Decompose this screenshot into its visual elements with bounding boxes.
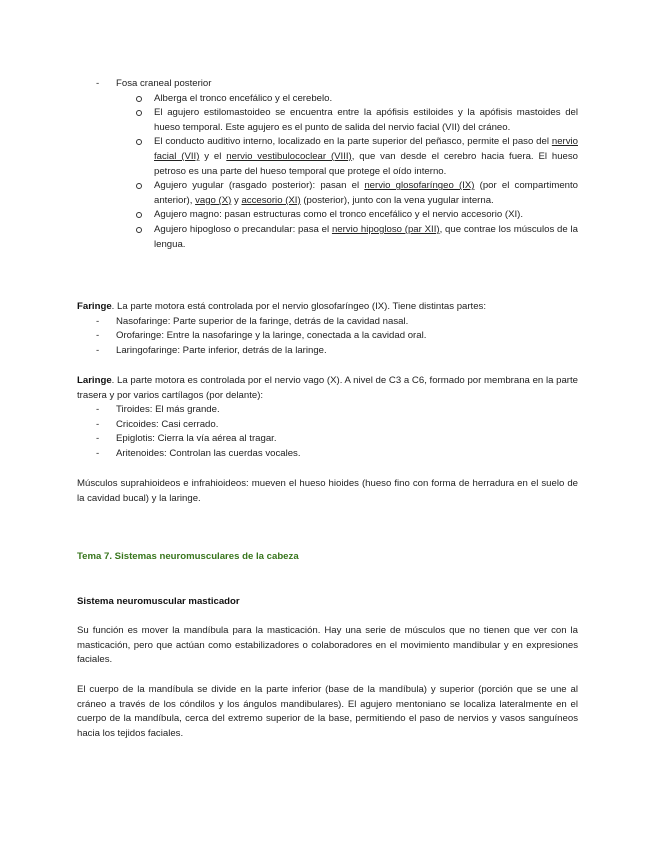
link-accesorio: accesorio (XI) bbox=[241, 194, 301, 206]
faringe-item: - Orofaringe: Entre la nasofaringe y la laringe, conectada a la cavidad oral. bbox=[77, 329, 578, 344]
faringe-item: - Nasofaringe: Parte superior de la faringe, detrás de la cavidad nasal. bbox=[77, 315, 578, 330]
link-vago: vago (X) bbox=[195, 194, 232, 206]
tema-section bbox=[77, 550, 578, 565]
laringe-term: Laringe bbox=[77, 375, 112, 386]
laringe-item: - Epiglotis: Cierra la vía aérea al tragar. bbox=[77, 432, 578, 447]
fosa-title: Fosa craneal posterior bbox=[116, 78, 212, 89]
laringe-item: - Tiroides: El más grande. bbox=[77, 403, 578, 418]
fosa-list-item bbox=[77, 77, 578, 252]
cuerpo-paragraph: El cuerpo de la mandíbula se divide en la parte inferior (base de la mandíbula) y superior (porción que se une al cráneo a través de los cóndilos y los ángulos mandibulares). El agujero mentoniano se localiza lateralmente en el cuerpo de la mandíbula, cerca del extremo superior de la base, permitiendo el paso de nervios y vasos sanguíneos hacia los tejidos faciales. bbox=[77, 684, 578, 739]
laringe-intro: Laringe. La parte motora es controlada por el nervio vago (X). A nivel de C3 a C6, formado por membrana en la parte trasera y por varios cartílagos (por delante): bbox=[77, 375, 578, 401]
fosa-subitem: Agujero yugular (rasgado posterior): pasan el nervio glosofaríngeo (IX) (por el compartimento anterior), vago (X) y accesorio (XI) (posterior), junto con la vena yugular interna. bbox=[77, 179, 578, 208]
funcion-section bbox=[77, 624, 578, 668]
laringe-section bbox=[77, 374, 578, 462]
link-nervio-vestibulococlear: nervio vestibulococlear (VIII) bbox=[226, 150, 352, 162]
laringe-item: - Aritenoides: Controlan las cuerdas vocales. bbox=[77, 447, 578, 462]
fosa-subitem: El agujero estilomastoideo se encuentra entre la apófisis estiloides y la apófisis mastoides del hueso temporal. Este agujero es el punto de salida del nervio facial (VII) del cráneo. bbox=[77, 106, 578, 135]
cuerpo-section bbox=[77, 683, 578, 741]
link-nervio-glosofaringeo: nervio glosofaríngeo (IX) bbox=[364, 180, 475, 192]
fosa-subitem: Agujero magno: pasan estructuras como el tronco encefálico y el nervio accesorio (XI). bbox=[77, 208, 578, 223]
fosa-subitem: Agujero hipogloso o precandular: pasa el nervio hipogloso (par XII), que contrae los músculos de la lengua. bbox=[77, 223, 578, 252]
faringe-item: - Laringofaringe: Parte inferior, detrás de la laringe. bbox=[77, 344, 578, 359]
sistema-heading: Sistema neuromuscular masticador bbox=[77, 596, 240, 607]
musculos-section bbox=[77, 477, 578, 506]
faringe-term: Faringe bbox=[77, 301, 112, 312]
sistema-section bbox=[77, 595, 578, 610]
fosa-section bbox=[77, 77, 578, 252]
faringe-section bbox=[77, 300, 578, 358]
musculos-paragraph: Músculos suprahioideos e infrahioideos: mueven el hueso hioides (hueso fino con forma de herradura en el suelo de la cavidad bucal) y la laringe. bbox=[77, 478, 578, 504]
fosa-subitem: Alberga el tronco encefálico y el cerebelo. bbox=[77, 92, 578, 107]
link-nervio-hipogloso: nervio hipogloso (par XII) bbox=[331, 223, 440, 235]
link-nervio-facial: nervio facial (VII) bbox=[154, 136, 578, 162]
laringe-item: - Cricoides: Casi cerrado. bbox=[77, 418, 578, 433]
tema-heading: Tema 7. Sistemas neuromusculares de la cabeza bbox=[77, 551, 299, 562]
fosa-subitem: El conducto auditivo interno, localizado en la parte superior del peñasco, permite el paso del nervio facial (VII) y el nervio vestibulococlear (VIII), que van desde el cerebro hacia fuera. El hueso petroso es una parte del hueso temporal que protege el oído interno. bbox=[77, 135, 578, 179]
faringe-intro: Faringe. La parte motora está controlada por el nervio glosofaríngeo (IX). Tiene distintas partes: bbox=[77, 301, 487, 312]
funcion-paragraph: Su función es mover la mandíbula para la masticación. Hay una serie de músculos que no tienen que ver con la masticación, pero que actúan como estabilizadores o colaboradores en el movimiento mandibular y en expresiones faciales. bbox=[77, 625, 578, 666]
